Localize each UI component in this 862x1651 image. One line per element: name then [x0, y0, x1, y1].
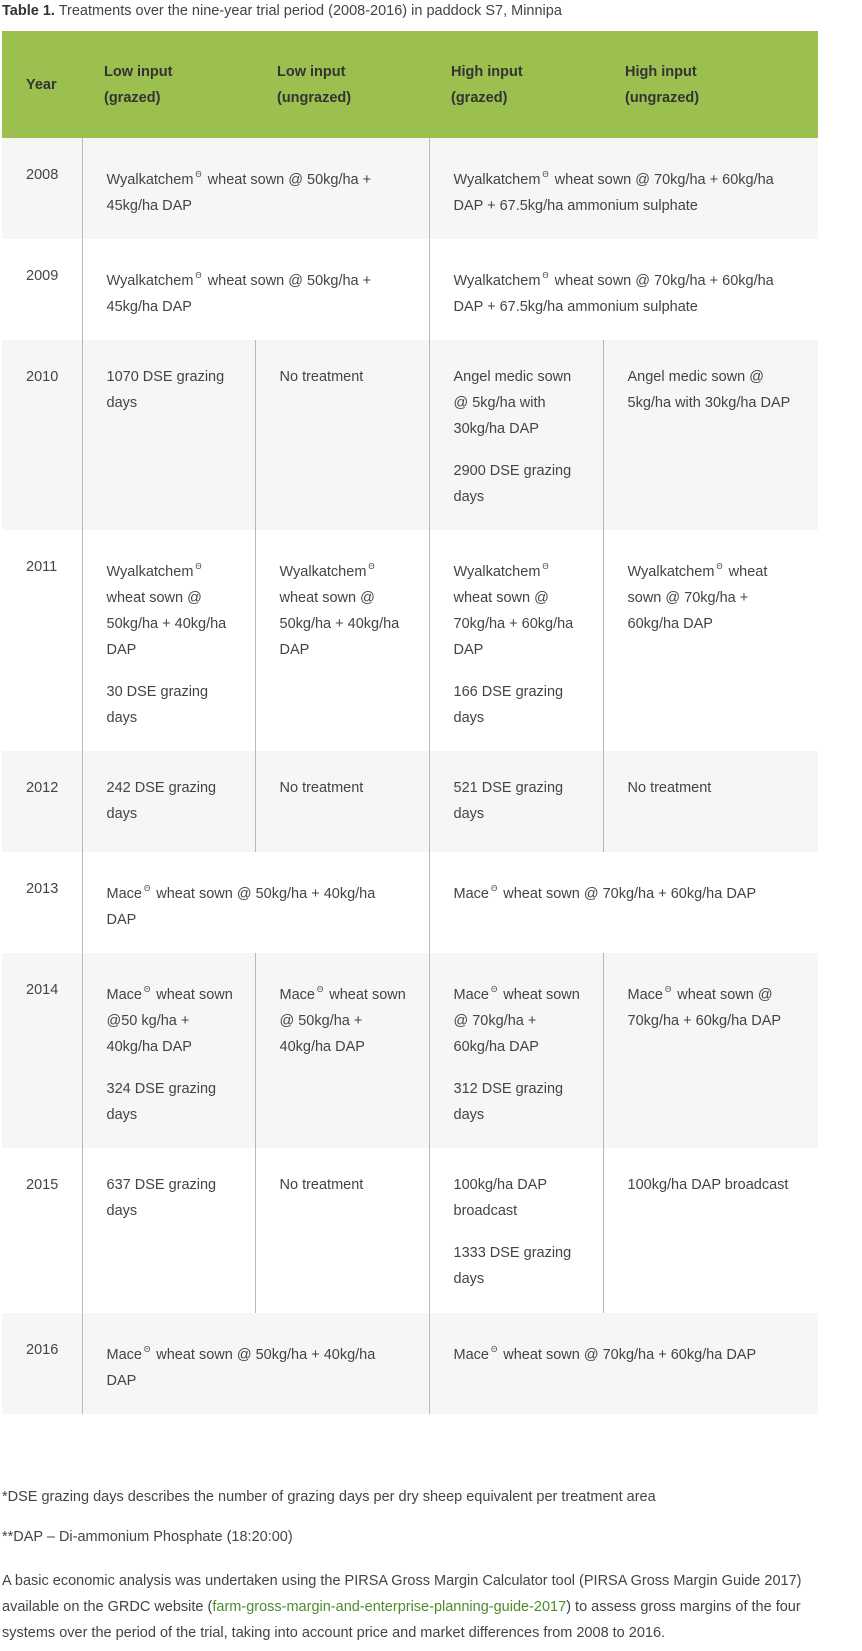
high-input-cell: Wyalkatchem $^\Theta$ wheat sown @ 70kg/ha + 60kg/ha DAP + 67.5kg/ha ammonium sulphate — [429, 239, 818, 340]
table-row-2015 — [2, 1148, 818, 1313]
high-grazed-cell: 100kg/ha DAP broadcast 1333 DSE grazing days — [429, 1148, 603, 1313]
low-input-cell: Mace $^\Theta$ wheat sown @ 50kg/ha + 40kg/ha DAP — [82, 852, 429, 953]
high-ungrazed-cell: Wyalkatchem $^\Theta$ wheat sown @ 70kg/ha + 60kg/ha DAP — [603, 530, 818, 751]
year-cell: 2013 — [2, 852, 82, 953]
low-grazed-cell: Wyalkatchem $^\Theta$ wheat sown @ 50kg/ha + 40kg/ha DAP 30 DSE grazing days — [82, 530, 255, 751]
gross-margin-guide-link[interactable]: farm-gross-margin-and-enterprise-planning-guide-2017 — [212, 1599, 567, 1615]
year-cell: 2011 — [2, 530, 82, 751]
low-ungrazed-cell: Wyalkatchem $^\Theta$ wheat sown @ 50kg/ha + 40kg/ha DAP — [255, 530, 429, 751]
low-ungrazed-cell: No treatment — [255, 340, 429, 530]
pvr-icon: Θ — [143, 985, 151, 994]
high-ungrazed-cell: Mace $^\Theta$ wheat sown @ 70kg/ha + 60kg/ha DAP — [603, 953, 818, 1148]
year-cell: 2009 — [2, 239, 82, 340]
low-grazed-cell: 242 DSE grazing days — [82, 751, 255, 852]
pvr-icon: Θ — [664, 985, 672, 994]
table-row-2011 — [2, 530, 818, 751]
low-input-cell: Wyalkatchem $^\Theta$ wheat sown @ 50kg/ha + 45kg/ha DAP — [82, 239, 429, 340]
pvr-icon: Θ — [143, 1345, 151, 1354]
pvr-icon: Θ — [542, 562, 549, 571]
pvr-icon: Θ — [195, 271, 202, 280]
year-cell: 2010 — [2, 340, 82, 530]
low-grazed-cell: 1070 DSE grazing days — [82, 340, 255, 530]
low-ungrazed-cell: No treatment — [255, 1148, 429, 1313]
high-ungrazed-cell: Angel medic sown @ 5kg/ha with 30kg/ha DAP — [603, 340, 818, 530]
table-row-2013 — [2, 852, 818, 953]
year-cell: 2008 — [2, 138, 82, 239]
table-row-2010 — [2, 340, 818, 530]
pvr-icon: Θ — [195, 562, 202, 571]
high-ungrazed-cell: No treatment — [603, 751, 818, 852]
header-year: Year — [2, 31, 82, 138]
caption-text: Treatments over the nine-year trial period (2008-2016) in paddock S7, Minnipa — [54, 3, 562, 19]
low-grazed-cell: Mace $^\Theta$ wheat sown @50 kg/ha + 40kg/ha DAP 324 DSE grazing days — [82, 953, 255, 1148]
high-grazed-cell: Wyalkatchem $^\Theta$ wheat sown @ 70kg/ha + 60kg/ha DAP 166 DSE grazing days — [429, 530, 603, 751]
high-ungrazed-cell: 100kg/ha DAP broadcast — [603, 1148, 818, 1313]
pvr-icon: Θ — [490, 985, 498, 994]
year-cell: 2016 — [2, 1313, 82, 1414]
header-low-grazed: Low input (grazed) — [82, 31, 255, 138]
pvr-icon: Θ — [490, 884, 498, 893]
high-input-cell: Mace $^\Theta$ wheat sown @ 70kg/ha + 60kg/ha DAP — [429, 852, 818, 953]
year-cell: 2012 — [2, 751, 82, 852]
table-row-2014 — [2, 953, 818, 1148]
caption-label: Table 1. — [2, 3, 55, 19]
dap-footnote: **DAP – Di-ammonium Phosphate (18:20:00) — [2, 1529, 293, 1545]
table-caption — [2, 3, 562, 19]
table-row-2009 — [2, 239, 818, 340]
analysis-paragraph: A basic economic analysis was undertaken using the PIRSA Gross Margin Calculator tool (PIRSA Gross Margin Guide 2017) available on the GRDC website (farm-gross-margin-and-enterprise-planning-guide-2017) to assess gross margins of the four systems over the period of the trial, taking into account price and market differences from 2008 to 2016. — [2, 1573, 802, 1641]
pvr-icon: Θ — [368, 562, 375, 571]
header-row — [2, 31, 818, 138]
table-row-2012 — [2, 751, 818, 852]
pvr-icon: Θ — [716, 562, 723, 571]
pvr-icon: Θ — [195, 170, 202, 179]
high-input-cell: Wyalkatchem $^\Theta$ wheat sown @ 70kg/ha + 60kg/ha DAP + 67.5kg/ha ammonium sulphate — [429, 138, 818, 239]
header-high-ungrazed: High input (ungrazed) — [603, 31, 818, 138]
table-row-2008 — [2, 138, 818, 239]
low-ungrazed-cell: Mace $^\Theta$ wheat sown @ 50kg/ha + 40kg/ha DAP — [255, 953, 429, 1148]
low-ungrazed-cell: No treatment — [255, 751, 429, 852]
year-cell: 2015 — [2, 1148, 82, 1313]
year-cell: 2014 — [2, 953, 82, 1148]
pvr-icon: Θ — [542, 271, 549, 280]
low-input-cell: Mace $^\Theta$ wheat sown @ 50kg/ha + 40kg/ha DAP — [82, 1313, 429, 1414]
pvr-icon: Θ — [542, 170, 549, 179]
pvr-icon: Θ — [490, 1345, 498, 1354]
pvr-icon: Θ — [316, 985, 324, 994]
header-high-grazed: High input (grazed) — [429, 31, 603, 138]
high-grazed-cell: Mace $^\Theta$ wheat sown @ 70kg/ha + 60kg/ha DAP 312 DSE grazing days — [429, 953, 603, 1148]
table-row-2016 — [2, 1313, 818, 1414]
treatments-table — [2, 31, 818, 1414]
high-input-cell: Mace $^\Theta$ wheat sown @ 70kg/ha + 60kg/ha DAP — [429, 1313, 818, 1414]
dse-footnote: *DSE grazing days describes the number of grazing days per dry sheep equivalent per treatment area — [2, 1489, 656, 1505]
header-low-ungrazed: Low input (ungrazed) — [255, 31, 429, 138]
low-grazed-cell: 637 DSE grazing days — [82, 1148, 255, 1313]
pvr-icon: Θ — [143, 884, 151, 893]
low-input-cell: Wyalkatchem $^\Theta$ wheat sown @ 50kg/ha + 45kg/ha DAP — [82, 138, 429, 239]
high-grazed-cell: 521 DSE grazing days — [429, 751, 603, 852]
high-grazed-cell: Angel medic sown @ 5kg/ha with 30kg/ha DAP 2900 DSE grazing days — [429, 340, 603, 530]
